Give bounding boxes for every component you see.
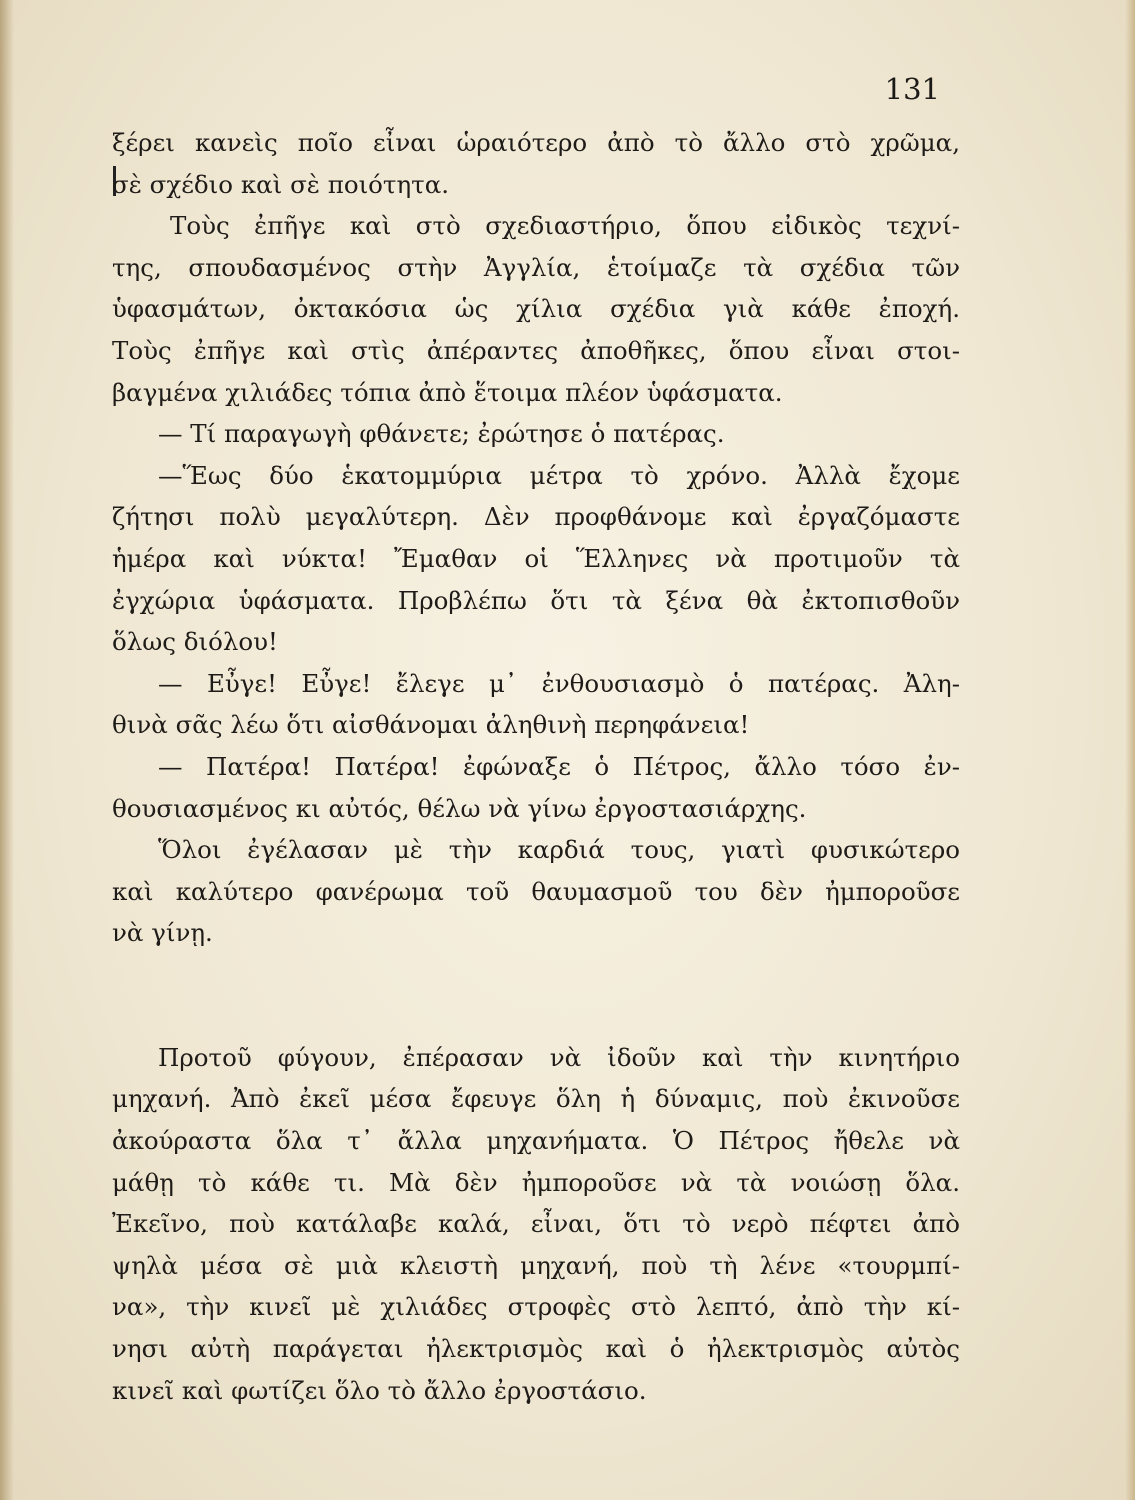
text-line: — Πατέρα! Πατέρα! ἐφώναξε ὁ Πέτρος, ἄλλο τόσο ἐν- — [158, 751, 960, 781]
section-gap — [112, 954, 960, 1037]
text-line: κινεῖ καὶ φωτίζει ὅλο τὸ ἄλλο ἐργοστάσιο. — [112, 1375, 647, 1405]
text-line: βαγμένα χιλιάδες τόπια ἀπὸ ἕτοιμα πλέον ὑφάσματα. — [112, 377, 783, 407]
text-line: μάθῃ τὸ κάθε τι. Μὰ δὲν ἠμποροῦσε νὰ τὰ νοιώσῃ ὅλα. — [112, 1167, 960, 1197]
text-line: θινὰ σᾶς λέω ὅτι αἰσθάνομαι ἀληθινὴ περηφάνεια! — [112, 710, 750, 740]
text-line: Τοὺς ἐπῆγε καὶ στὸ σχεδιαστήριο, ὅπου εἰδικὸς τεχνί- — [170, 211, 960, 241]
text-line: θουσιασμένος κι αὐτός, θέλω νὰ γίνω ἐργοστασιάρχης. — [112, 793, 807, 823]
text-line: Τοὺς ἐπῆγε καὶ στὶς ἀπέραντες ἀποθῆκες, ὅπου εἶναι στοι- — [112, 335, 960, 365]
text-line: Ἐκεῖνο, ποὺ κατάλαβε καλά, εἶναι, ὅτι τὸ νερὸ πέφτει ἀπὸ — [112, 1209, 960, 1239]
text-line: — Τί παραγωγὴ φθάνετε; ἐρώτησε ὁ πατέρας. — [158, 419, 725, 449]
text-line: — Εὖγε! Εὖγε! ἔλεγε μ᾿ ἐνθουσιασμὸ ὁ πατέρας. Ἀλη- — [158, 668, 960, 698]
text-line: ἡμέρα καὶ νύκτα! Ἔμαθαν οἱ Ἕλληνες νὰ προτιμοῦν τὰ — [112, 543, 960, 573]
text-line: ὅλως διόλου! — [112, 627, 278, 657]
text-line: ψηλὰ μέσα σὲ μιὰ κλειστὴ μηχανή, ποὺ τὴ λένε «τουρμπί- — [112, 1250, 960, 1280]
text-line: νὰ γίνῃ. — [112, 918, 213, 948]
text-line: νησι αὐτὴ παράγεται ἠλεκτρισμὸς καὶ ὁ ἠλεκτρισμὸς αὐτὸς — [112, 1334, 960, 1364]
body-text — [112, 122, 960, 1411]
page-left-edge-shadow — [0, 0, 14, 1500]
text-line: —Ἕως δύο ἑκατομμύρια μέτρα τὸ χρόνο. Ἀλλὰ ἔχομε — [158, 460, 960, 490]
text-line: Ὅλοι ἐγέλασαν μὲ τὴν καρδιά τους, γιατὶ φυσικώτερο — [158, 835, 960, 865]
text-line: της, σπουδασμένος στὴν Ἀγγλία, ἑτοίμαζε τὰ σχέδια τῶν — [112, 252, 960, 282]
text-line: ξέρει κανεὶς ποῖο εἶναι ὡραιότερο ἀπὸ τὸ ἄλλο στὸ χρῶμα, — [112, 128, 960, 157]
text-line: σὲ σχέδιο καὶ σὲ ποιότητα. — [112, 169, 450, 199]
text-line: να», τὴν κινεῖ μὲ χιλιάδες στροφὲς στὸ λεπτό, ἀπὸ τὴν κί- — [112, 1292, 960, 1322]
text-line: Προτοῦ φύγουν, ἐπέρασαν νὰ ἰδοῦν καὶ τὴν κινητήριο — [158, 1042, 960, 1072]
text-line: καὶ καλύτερο φανέρωμα τοῦ θαυμασμοῦ του δὲν ἠμποροῦσε — [112, 876, 960, 906]
text-line: ὑφασμάτων, ὀκτακόσια ὡς χίλια σχέδια γιὰ κάθε ἐποχή. — [112, 294, 960, 324]
page-right-edge-shadow — [1125, 0, 1135, 1500]
text-line: μηχανή. Ἀπὸ ἐκεῖ μέσα ἔφευγε ὅλη ἡ δύναμις, ποὺ ἐκινοῦσε — [112, 1084, 960, 1114]
text-line: ζήτησι πολὺ μεγαλύτερη. Δὲν προφθάνομε καὶ ἐργαζόμαστε — [112, 502, 960, 532]
text-line: ἐγχώρια ὑφάσματα. Προβλέπω ὅτι τὰ ξένα θὰ ἐκτοπισθοῦν — [112, 585, 960, 615]
page-number: 131 — [884, 72, 940, 106]
text-line: ἀκούραστα ὅλα τ᾿ ἄλλα μηχανήματα. Ὁ Πέτρος ἤθελε νὰ — [112, 1126, 960, 1156]
